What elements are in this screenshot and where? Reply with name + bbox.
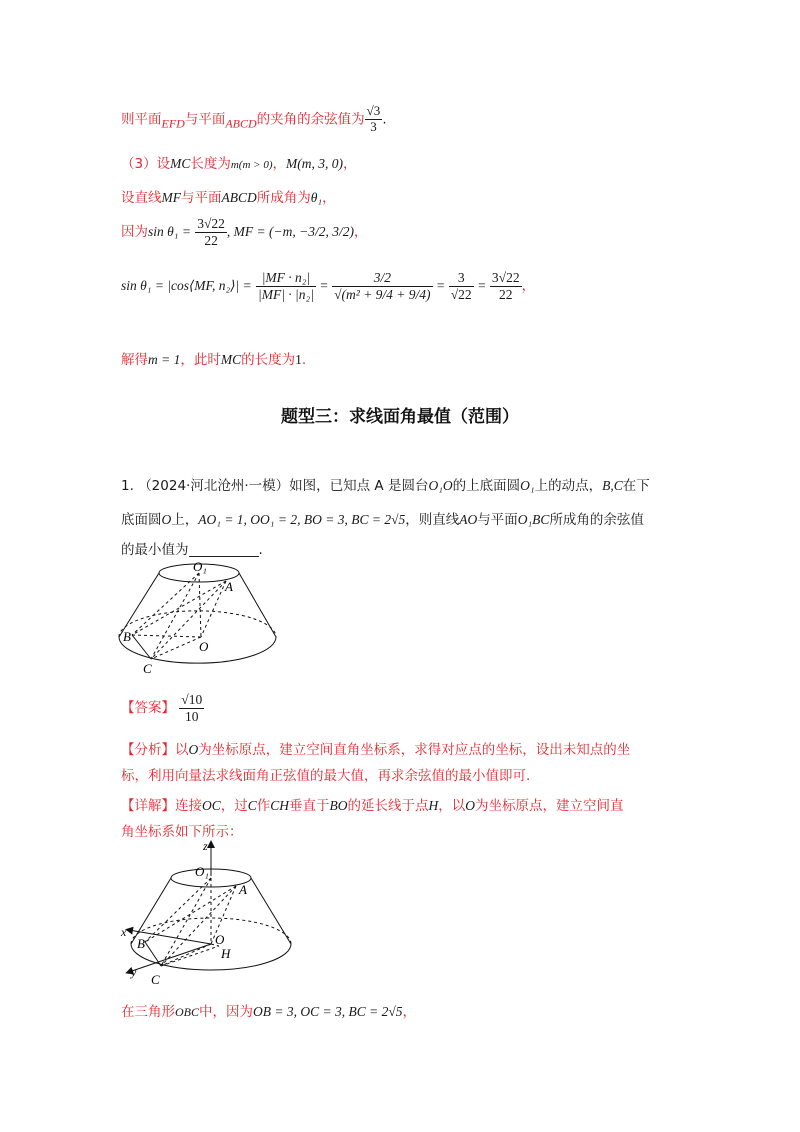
answer-tag: 【答案】	[121, 700, 175, 717]
edge-oc	[161, 944, 211, 966]
edge-ab	[132, 581, 226, 635]
detail-line-2: 角坐标系如下所示：	[121, 824, 243, 840]
problem-line-3: 的最小值为 .	[121, 542, 263, 558]
solve-line: 解得m = 1，此时MC的长度为1.	[121, 352, 307, 368]
plane-abcd: ABCD	[225, 116, 257, 131]
label-a: A	[239, 882, 247, 897]
plane-efd: EFD	[161, 116, 185, 131]
label-c: C	[143, 661, 152, 676]
answer-fraction: $\frac{√10}{10}$	[181, 692, 203, 724]
fraction-1: $\frac{\text{|MF · n₂|}}{\text{|MF| · |n₂|}}$	[258, 270, 314, 302]
label-b: B	[137, 936, 145, 951]
detail-line-1: 【详解】连接OC，过C作CH垂直于BO的延长线于点H，以O为坐标原点，建立空间直	[121, 798, 624, 814]
text: 与平面	[184, 111, 226, 128]
part3-setup: （3）设MC长度为m(m > 0)，M(m, 3, 0)，	[121, 156, 357, 172]
problem-line-2: 底面圆O上，AO₁ = 1, OO₁ = 2, BO = 3, BC = 2√5，则直线AO与平面O₁BC所成角的余弦值	[121, 512, 644, 528]
fraction-4: $\frac{3√22}{22}$	[491, 270, 520, 302]
fraction-3: $\frac{3}{√22}$	[450, 270, 472, 302]
answer-line	[121, 692, 204, 724]
label-a: A	[225, 579, 233, 594]
section-title: 题型三：求线面角最值（范围）	[281, 407, 519, 427]
bottom-base-front	[119, 637, 276, 663]
fraction-2: $\frac{3/2}{\text{√(m² + 9/4 + 9/4)}}$	[334, 270, 431, 302]
because-line: 因为sin θ₁ = $\frac{3√22}{22}$ , MF = (−m, −3/2, 3/2)，	[121, 216, 368, 248]
cosine-value-fraction: $\frac{√3}{3}$	[366, 103, 381, 134]
label-o: O	[215, 932, 225, 947]
edge-ao	[201, 581, 226, 637]
angle-definition: 设直线MF与平面ABCD所成角为θ₁，	[121, 190, 336, 206]
triangle-conditions: OB = 3, OC = 3, BC = 2√5	[253, 1004, 403, 1019]
left-generator	[119, 573, 159, 637]
text: 的夹角的余弦值为	[256, 111, 365, 128]
label-o1: O₁	[195, 864, 209, 879]
label-y: y	[131, 965, 137, 979]
frustum-figure-2-coordinates	[115, 838, 305, 988]
label-x: x	[121, 925, 127, 939]
problem-line-1: 1. （2024·河北沧州·一模）如图，已知点 A 是圆台O₁O的上底面圆O₁上的动点，B,C在下	[121, 478, 650, 494]
edge-o1b	[132, 573, 199, 635]
analysis-line-2: 标，利用向量法求线面角正弦值的最大值，再求余弦值的最小值即可.	[121, 768, 531, 784]
sine-formula: sin θ₁ = |cos⟨MF, n₂⟩| = $\frac{\text{|MF · n₂|}}{\text{|MF| · |n₂|}}$ = $\frac{3/2}{\text{√(m² + 9/4 + 9/4)}}$ = $\frac{3}{√22}$ = $\frac{3√22}{22}$ ，	[121, 270, 536, 302]
triangle-line: 在三角形OBC中，因为OB = 3, OC = 3, BC = 2√5，	[121, 1004, 416, 1020]
sin-value-fraction: $\frac{3√22}{22}$	[197, 216, 225, 248]
label-o1: O₁	[193, 559, 207, 574]
label-c: C	[151, 972, 160, 987]
frustum-figure-1	[115, 555, 300, 680]
part2-conclusion: 则平面EFD与平面ABCD的夹角的余弦值为 $\frac{√3}{3}$ .	[121, 103, 387, 134]
bottom-base-back	[119, 611, 276, 637]
edge-o1b	[145, 878, 211, 942]
point-m: M(m, 3, 0)	[285, 156, 343, 171]
given-conditions: AO₁ = 1, OO₁ = 2, BO = 3, BC = 2√5	[198, 512, 406, 527]
text: 则平面	[121, 111, 162, 128]
edge-ac	[151, 581, 226, 659]
axis-o1o	[199, 573, 201, 637]
edge-bo	[132, 635, 201, 637]
edge-oc	[151, 637, 201, 659]
right-generator	[251, 878, 291, 944]
label-b: B	[123, 629, 131, 644]
label-h: H	[221, 946, 231, 961]
label-o: O	[199, 639, 209, 654]
label-z: z	[203, 839, 208, 853]
analysis-line-1: 【分析】以O为坐标原点，建立空间直角坐标系，求得对应点的坐标，设出未知点的坐	[121, 742, 631, 758]
vector-mf: (−m, −3/2, 3/2)	[269, 224, 354, 240]
